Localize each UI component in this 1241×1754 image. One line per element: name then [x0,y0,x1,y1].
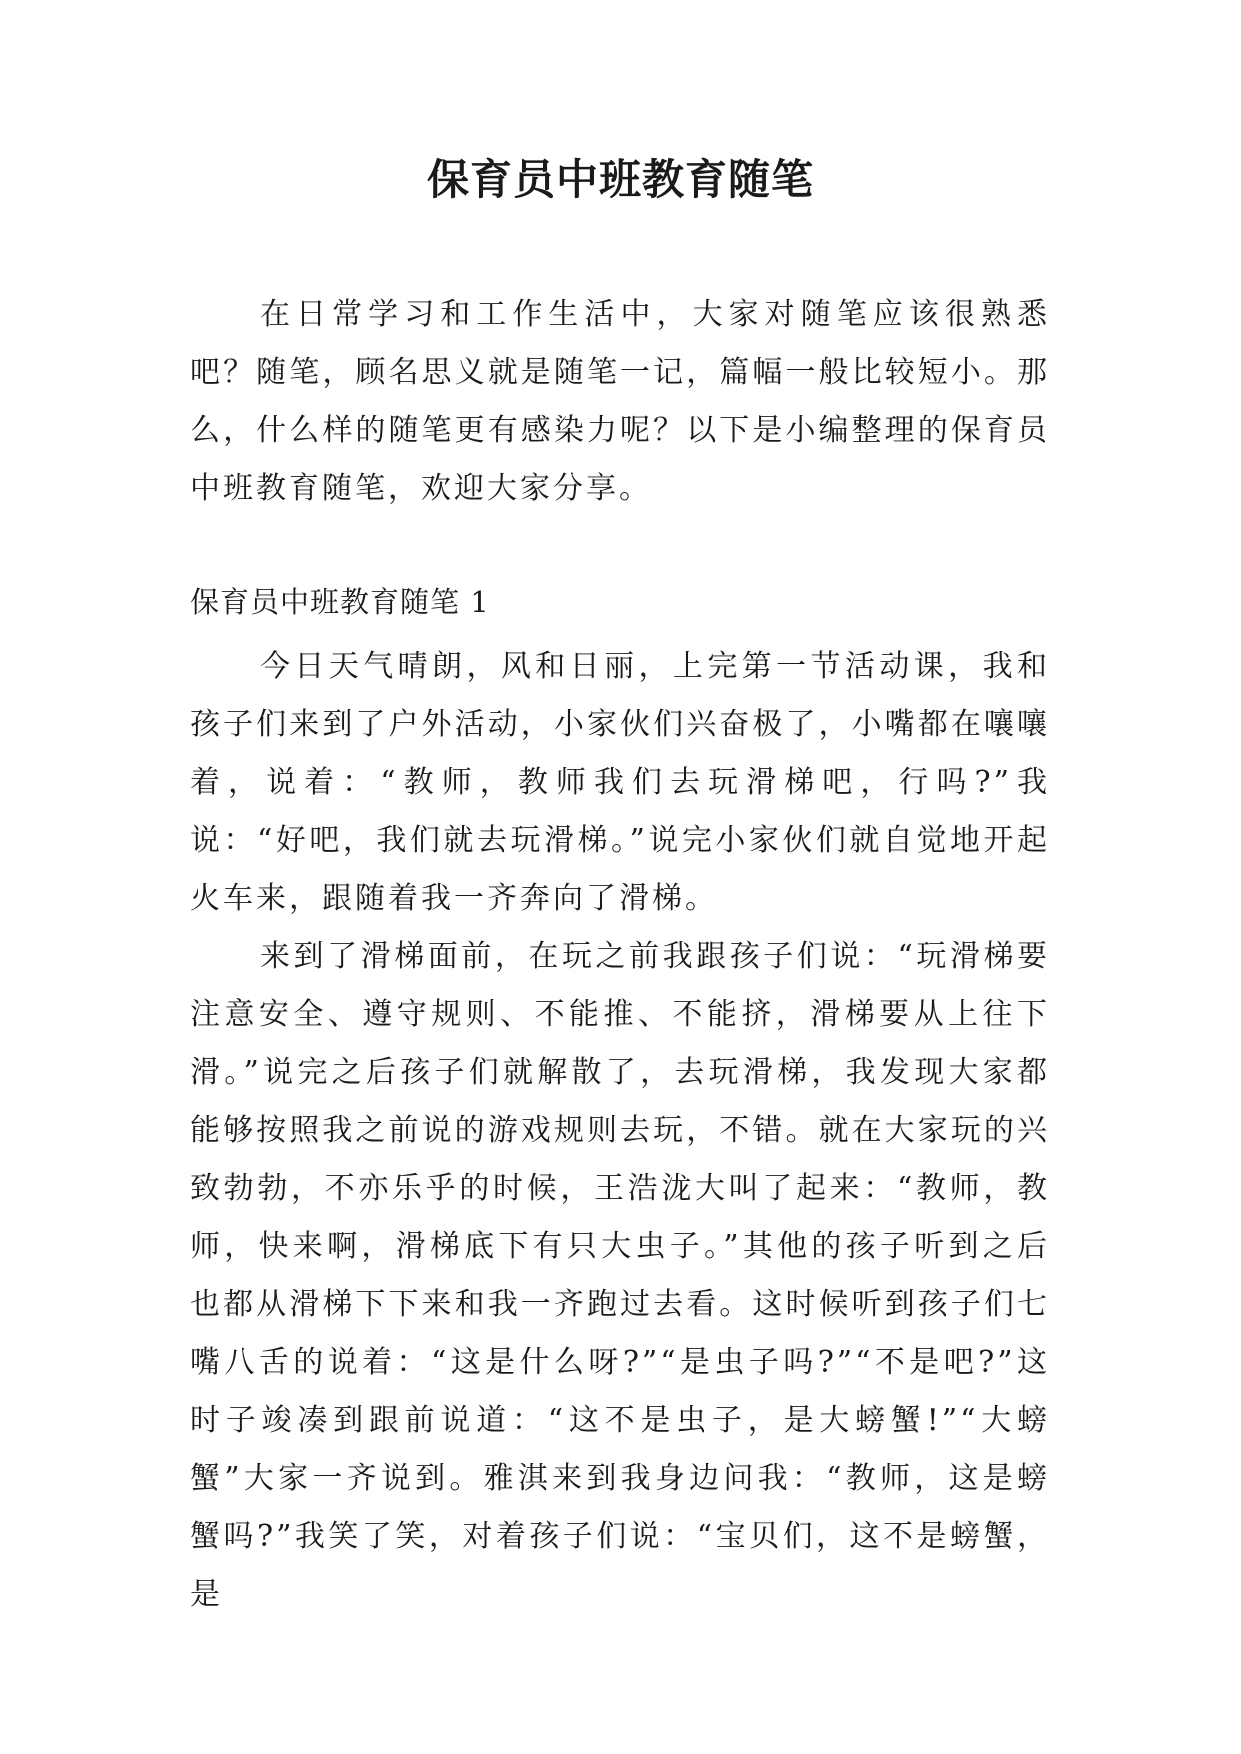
section-paragraph: 今日天气晴朗，风和日丽，上完第一节活动课，我和孩子们来到了户外活动，小家伙们兴奋极了，小嘴都在嚷嚷着，说着：“教师，教师我们去玩滑梯吧，行吗?”我说：“好吧，我们就去玩滑梯。”说完小家伙们就自觉地开起火车来，跟随着我一齐奔向了滑梯。 [190,649,1050,916]
section-heading: 保育员中班教育随笔 1 [190,585,490,619]
document-title: 保育员中班教育随笔 [426,155,814,204]
section-paragraph: 来到了滑梯面前，在玩之前我跟孩子们说：“玩滑梯要注意安全、遵守规则、不能推、不能挤，滑梯要从上往下滑。”说完之后孩子们就解散了，去玩滑梯，我发现大家都能够按照我之前说的游戏规则去玩，不错。就在大家玩的兴致勃勃，不亦乐乎的时候，王浩泷大叫了起来：“教师，教师，快来啊，滑梯底下有只大虫子。”其他的孩子听到之后也都从滑梯下下来和我一齐跑过去看。这时候听到孩子们七嘴八舌的说着：“这是什么呀?”“是虫子吗?”“不是吧?”这时子竣凑到跟前说道：“这不是虫子，是大螃蟹!”“大螃蟹”大家一齐说到。雅淇来到我身边问我：“教师，这是螃蟹吗?”我笑了笑，对着孩子们说：“宝贝们，这不是螃蟹，是 [190,939,1050,1612]
intro-paragraph: 在日常学习和工作生活中，大家对随笔应该很熟悉吧？随笔，顾名思义就是随笔一记，篇幅一般比较短小。那么，什么样的随笔更有感染力呢？以下是小编整理的保育员中班教育随笔，欢迎大家分享。 [190,297,1050,506]
section-body [190,638,1050,1624]
